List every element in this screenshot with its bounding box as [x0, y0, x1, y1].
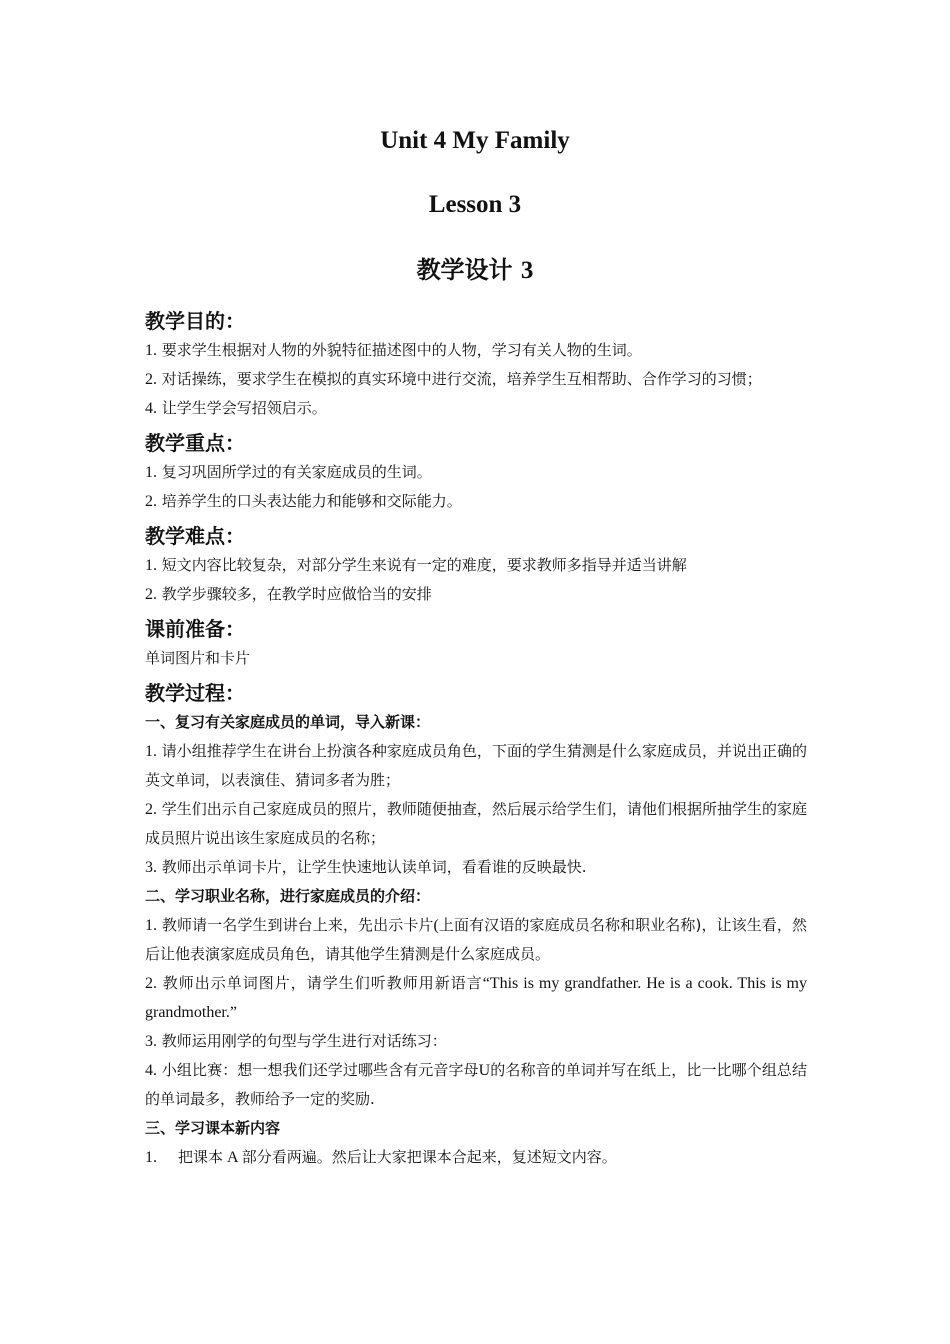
objective-item: 2. 对话操练，要求学生在模拟的真实环境中进行交流，培养学生互相帮助、合作学习的习惯； — [145, 370, 762, 388]
document-body — [145, 309, 807, 1172]
process-part2-item: 4. 小组比赛：想一想我们还学过哪些含有元音字母U的名称音的单词并写在纸上，比一比哪个组总结的单词最多，教师给予一定的奖励. — [145, 1061, 807, 1108]
key-point-item: 1. 复习巩固所学过的有关家庭成员的生词。 — [145, 463, 432, 481]
design-title — [0, 255, 950, 286]
lesson-title: Lesson 3 — [428, 191, 522, 218]
design-title-text: 教学设计 — [416, 256, 513, 284]
process-part2-item: 3. 教师运用刚学的句型与学生进行对话练习： — [145, 1032, 447, 1050]
process-part1-item: 2. 学生们出示自己家庭成员的照片，教师随便抽查，然后展示给学生们，请他们根据所抽学生的家庭成员照片说出该生家庭成员的名称； — [145, 800, 807, 847]
process-part1-item: 3. 教师出示单词卡片，让学生快速地认读单词，看看谁的反映最快. — [145, 858, 587, 876]
process-part3-title: 三、学习课本新内容 — [145, 1119, 281, 1137]
design-title-number: 3 — [520, 257, 534, 284]
key-point-item: 2. 培养学生的口头表达能力和能够和交际能力。 — [145, 492, 462, 510]
difficulty-item: 1. 短文内容比较复杂，对部分学生来说有一定的难度，要求教师多指导并适当讲解 — [145, 556, 687, 574]
difficulties-heading: 教学难点： — [145, 524, 245, 548]
process-part2-item: 1. 教师请一名学生到讲台上来，先出示卡片(上面有汉语的家庭成员名称和职业名称)，让该生看，然后让他表演家庭成员角色，请其他学生猜测是什么家庭成员。 — [145, 916, 807, 963]
process-part1-item: 1. 请小组推荐学生在讲台上扮演各种家庭成员角色，下面的学生猜测是什么家庭成员，并说出正确的英文单词，以表演佳、猜词多者为胜； — [145, 742, 807, 789]
key-points-heading: 教学重点： — [145, 431, 245, 455]
objectives-heading: 教学目的： — [145, 309, 245, 333]
preparation-heading: 课前准备： — [145, 617, 245, 641]
process-part3-item: 1. 把课本 A 部分看两遍。然后让大家把课本合起来，复述短文内容。 — [145, 1148, 617, 1166]
process-heading: 教学过程： — [145, 681, 245, 705]
objective-item: 1. 要求学生根据对人物的外貌特征描述图中的人物，学习有关人物的生词。 — [145, 341, 642, 359]
process-part1-title: 一、复习有关家庭成员的单词，导入新课： — [145, 713, 431, 731]
preparation-text: 单词图片和卡片 — [145, 649, 251, 667]
process-part2-title: 二、学习职业名称，进行家庭成员的介绍： — [145, 887, 431, 905]
unit-title: Unit 4 My Family — [380, 127, 570, 154]
process-part2-item: 2. 教师出示单词图片，请学生们听教师用新语言“This is my grandfather. He is a cook. This is my grandmother.” — [145, 974, 807, 1021]
difficulty-item: 2. 教学步骤较多，在教学时应做恰当的安排 — [145, 585, 432, 603]
objective-item: 4. 让学生学会写招领启示。 — [145, 399, 327, 417]
